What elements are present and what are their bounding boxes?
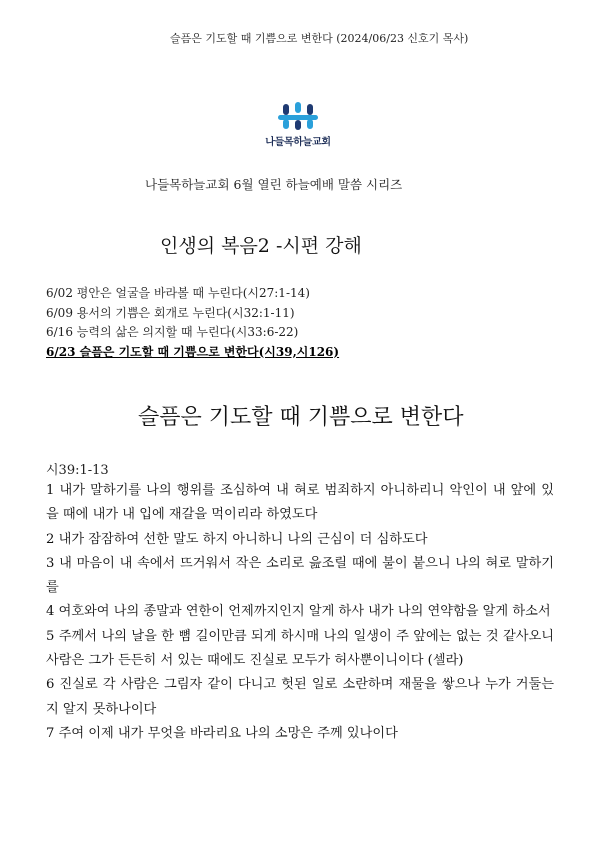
series-title: 인생의 복음2 -시편 강해	[160, 235, 362, 257]
verse: 2 내가 잠잠하여 선한 말도 하지 아니하니 나의 근심이 더 심하도다	[46, 531, 428, 547]
scripture-verses	[46, 479, 554, 746]
verse: 3 내 마음이 내 속에서 뜨거워서 작은 소리로 읊조릴 때에 불이 붙으니 나의 혀로 말하기를	[46, 555, 554, 596]
verse: 1 내가 말하기를 나의 행위를 조심하여 내 혀로 범죄하지 아니하리니 악인이 내 앞에 있을 때에 내가 내 입에 재갈을 먹이리라 하였도다	[46, 483, 554, 523]
verse: 5 주께서 나의 날을 한 뼘 길이만큼 되게 하시매 나의 일생이 주 앞에는 없는 것 같사오니 사람은 그가 든든히 서 있는 때에도 진실로 모두가 허사뿐이니이다 (셀라)	[46, 628, 554, 669]
church-logo-text: 나들목하늘교회	[265, 137, 331, 148]
verse: 6 진실로 각 사람은 그림자 같이 다니고 헛된 일로 소란하며 재물을 쌓으나 누가 거둘는지 알지 못하나이다	[46, 677, 554, 717]
church-logo	[258, 102, 338, 148]
sermon-list	[46, 284, 339, 362]
sermon-item: 6/16 능력의 삶은 의지할 때 누린다(시33:6-22)	[46, 325, 299, 339]
series-caption: 나들목하늘교회 6월 열린 하늘예배 말씀 시리즈	[145, 177, 403, 192]
running-header: 슬픔은 기도할 때 기쁨으로 변한다 (2024/06/23 신호기 목사)	[170, 32, 469, 45]
sermon-title: 슬픔은 기도할 때 기쁨으로 변한다	[138, 405, 464, 430]
sermon-item: 6/09 용서의 기쁨은 회개로 누린다(시32:1-11)	[46, 305, 295, 320]
verse: 7 주여 이제 내가 무엇을 바라리요 나의 소망은 주께 있나이다	[46, 725, 398, 741]
church-logo-icon	[276, 102, 320, 130]
verse: 4 여호와여 나의 종말과 연한이 언제까지인지 알게 하사 내가 나의 연약함을 알게 하소서	[46, 604, 551, 620]
sermon-item: 6/02 평안은 얼굴을 바라볼 때 누린다(시27:1-14)	[46, 286, 310, 300]
scripture-reference: 시39:1-13	[46, 463, 109, 478]
sermon-item-current: 6/23 슬픔은 기도할 때 기쁨으로 변한다(시39,시126)	[46, 344, 340, 359]
